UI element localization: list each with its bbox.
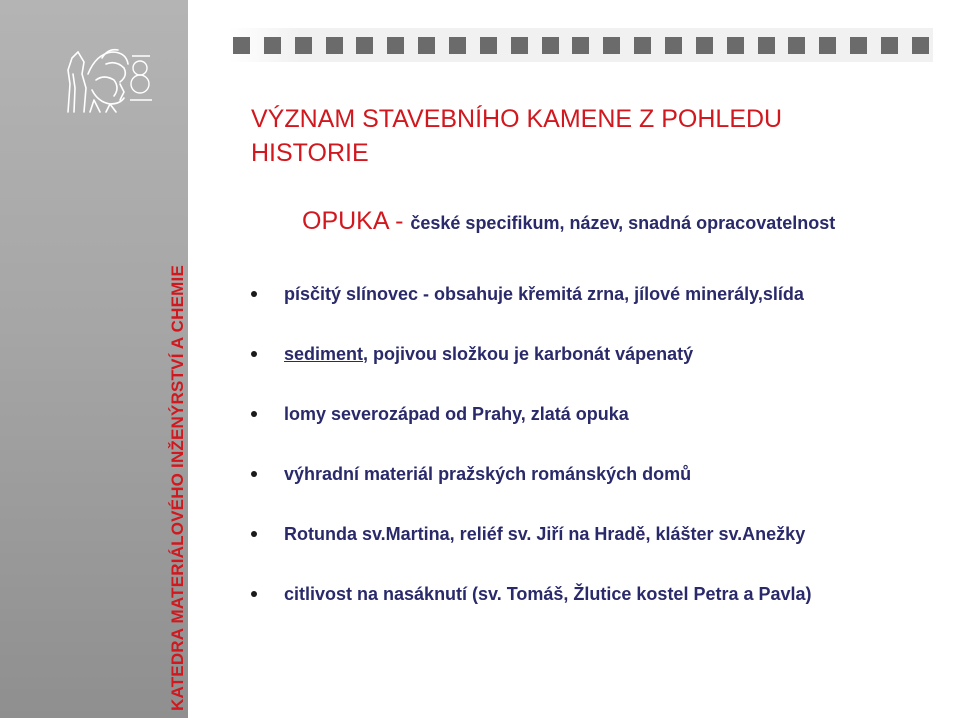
- bullet-list: [251, 264, 812, 624]
- bullet-icon: [251, 531, 257, 537]
- list-item-text: lomy severozápad od Prahy, zlatá opuka: [284, 403, 629, 424]
- list-item-text: , pojivou složkou je karbonát vápenatý: [363, 343, 694, 364]
- department-name: KATEDRA MATERIÁLOVÉHO INŽENÝRSTVÍ A CHEMIE: [168, 264, 187, 711]
- square-icon: [665, 37, 682, 54]
- square-icon: [387, 37, 404, 54]
- square-icon: [418, 37, 435, 54]
- title-line: VÝZNAM STAVEBNÍHO KAMENE Z POHLEDU: [251, 105, 783, 133]
- sidebar: [0, 0, 188, 718]
- square-icon: [326, 37, 343, 54]
- square-icon: [850, 37, 867, 54]
- list-item: [251, 564, 812, 624]
- list-item: [251, 504, 812, 564]
- square-icon: [696, 37, 713, 54]
- square-icon: [542, 37, 559, 54]
- square-icon: [788, 37, 805, 54]
- list-item: [251, 384, 812, 444]
- square-icon: [634, 37, 651, 54]
- square-icon: [449, 37, 466, 54]
- subtitle-rest: české specifikum, název, snadná opracovatelnost: [410, 213, 836, 233]
- list-item-text: Rotunda sv.Martina, reliéf sv. Jiří na Hradě, klášter sv.Anežky: [284, 523, 806, 544]
- square-icon: [356, 37, 373, 54]
- bullet-icon: [251, 591, 257, 597]
- czech-lion-emblem-icon: [62, 44, 154, 116]
- list-item-text: výhradní materiál pražských románských domů: [284, 463, 692, 484]
- square-icon: [480, 37, 497, 54]
- list-item-text: písčitý slínovec - obsahuje křemitá zrna, jílové minerály,slída: [284, 283, 804, 304]
- list-item: [251, 264, 812, 324]
- subtitle-lead: OPUKA -: [302, 207, 404, 235]
- square-icon: [912, 37, 929, 54]
- bullet-icon: [251, 351, 257, 357]
- square-icon: [233, 37, 250, 54]
- square-icon: [727, 37, 744, 54]
- square-icon: [881, 37, 898, 54]
- list-item: [251, 324, 812, 384]
- list-item-text: citlivost na nasáknutí (sv. Tomáš, Žlutice kostel Petra a Pavla): [284, 583, 812, 604]
- square-icon: [511, 37, 528, 54]
- bullet-icon: [251, 471, 257, 477]
- square-icon: [603, 37, 620, 54]
- title-line: HISTORIE: [251, 139, 369, 167]
- square-icon: [758, 37, 775, 54]
- page-title: [251, 102, 782, 170]
- square-icon: [572, 37, 589, 54]
- subtitle: [302, 205, 835, 239]
- square-icon: [819, 37, 836, 54]
- list-item-underlined-term: sediment: [284, 343, 364, 364]
- square-icon: [264, 37, 281, 54]
- list-item: [251, 444, 812, 504]
- decorative-squares-strip: [229, 28, 933, 62]
- bullet-icon: [251, 411, 257, 417]
- square-icon: [295, 37, 312, 54]
- bullet-icon: [251, 291, 257, 297]
